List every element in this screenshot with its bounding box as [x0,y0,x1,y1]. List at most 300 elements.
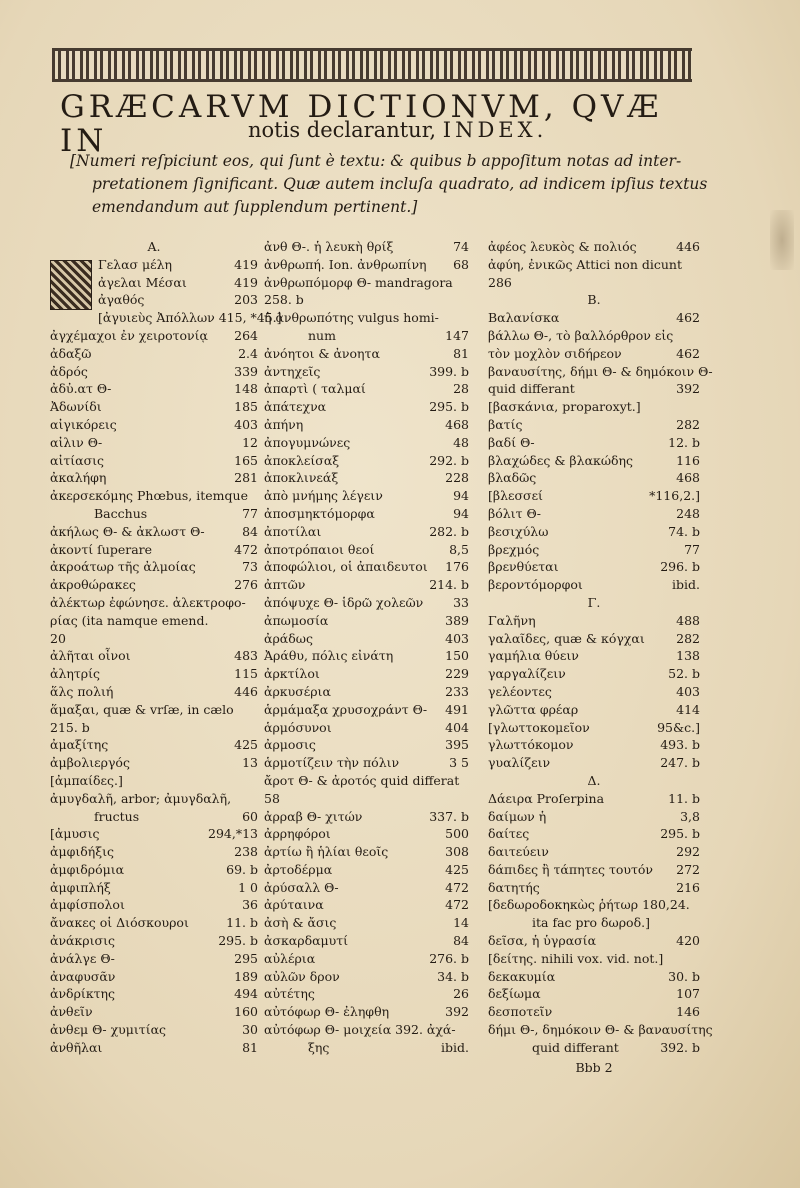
index-entry [488,274,700,292]
index-entry [50,452,258,470]
entry-term: ἀγελαι Μέσαι [98,274,187,290]
index-entry [264,576,469,594]
entry-page-ref: 292. b [429,452,469,468]
entry-page-ref: 30. b [668,968,700,984]
entry-term: ἀναφυσᾶν [50,968,116,984]
entry-term: 215. b [50,719,90,735]
index-entry [264,985,469,1003]
index-entry [50,665,258,683]
entry-term: γλῶττα φρέαρ [488,701,579,717]
index-entry [50,380,258,398]
entry-term: δάπιδες ἢ τάπητες τουτόν [488,861,654,877]
entry-term: ἀντηχεῖς [264,363,321,379]
entry-page-ref [713,1021,717,1039]
entry-page-ref: 483 [234,648,258,664]
index-entry [50,968,258,986]
entry-page-ref [713,363,717,381]
entry-term: ἀφύη, ἐνικῶς Attici non dicunt [488,256,682,272]
index-entry [488,1003,700,1021]
index-entry [264,808,469,826]
entry-page-ref: 214. b [429,577,469,593]
index-entry [264,879,469,897]
entry-page-ref: 414 [676,701,700,717]
entry-page-ref: 69. b [226,861,258,877]
entry-term: ἀπογυμνώνες [264,434,351,450]
entry-page-ref: 403 [234,416,258,432]
index-entry [488,256,700,274]
entry-page-ref: 94 [453,505,469,521]
index-entry [264,345,469,363]
index-entry [264,719,469,737]
entry-term: ἀνόητοι & ἀνοητα [264,345,380,361]
entry-page-ref: 468 [676,470,700,486]
entry-page-ref: 34. b [437,968,469,984]
entry-page-ref: 12. b [668,434,700,450]
entry-list [264,238,469,1057]
entry-page-ref: 73 [242,559,258,575]
entry-page-ref: 247. b [660,755,700,771]
index-entry [264,309,469,327]
index-entry [264,416,469,434]
index-entry [50,950,258,968]
entry-page-ref: 13 [242,755,258,771]
entry-term: βλαδῶς [488,470,537,486]
index-entry [488,309,700,327]
entry-term: αὐλέρια [264,950,316,966]
entry-page-ref [696,327,700,345]
entry-page-ref [696,274,700,292]
entry-term: ἀμυγδαλῆ, arbor; ἀμυγδαλῆ, [50,790,232,806]
index-entry [50,327,258,345]
index-entry [50,985,258,1003]
entry-term: 286 [488,274,512,290]
entry-page-ref: 472 [445,879,469,895]
index-entry [264,825,469,843]
index-entry [488,736,700,754]
entry-term: δαίμων ἡ [488,808,547,824]
entry-term: 258. b [264,292,304,308]
entry-page-ref: 77 [242,505,258,521]
entry-page-ref [254,487,258,505]
index-entry [488,896,700,914]
entry-page-ref: 11. b [668,790,700,806]
entry-page-ref [254,594,258,612]
index-entry [488,790,700,808]
entry-term: ἄροτ Θ- & ἀροτός quid differat [264,772,460,788]
entry-term: ἀκερσεκόμης Phœbus, itemque [50,488,248,504]
entry-term: ρίας (ita namque emend. [50,612,209,628]
index-entry [488,345,700,363]
entry-page-ref: 295. b [429,399,469,415]
entry-term: ἀμφιπλήξ [50,879,111,895]
index-entry [50,701,258,719]
entry-term: βρεχμός [488,541,540,557]
entry-page-ref: 11. b [226,915,258,931]
index-entry [50,345,258,363]
entry-page-ref: 81 [242,1039,258,1055]
section-heading-b: B. [587,292,601,308]
entry-term: [γλωττοκομεῖον [488,719,590,735]
entry-page-ref: 81 [453,345,469,361]
entry-term: ἀρρηφόροι [264,826,331,842]
entry-term: ἀρτίω ἢ ἡλίαι θεοῖς [264,844,389,860]
index-entry [50,594,258,612]
entry-page-ref: 146 [676,1004,700,1020]
index-entry [264,896,469,914]
entry-page-ref: 404 [445,719,469,735]
entry-page-ref: 60 [242,808,258,824]
index-entry [50,434,258,452]
entry-page-ref: 12 [242,434,258,450]
entry-term: 20 [50,630,66,646]
entry-term: 58 [264,790,280,806]
entry-page-ref [696,398,700,416]
entry-page-ref: 425 [234,737,258,753]
entry-page-ref: 52. b [668,666,700,682]
entry-term: ἀποκλείσαξ [264,452,340,468]
entry-page-ref: 238 [234,844,258,860]
index-entry [488,380,700,398]
index-entry [488,487,700,505]
index-entry [264,630,469,648]
entry-term: βαδί Θ- [488,434,535,450]
entry-term: quid differant [532,1039,619,1055]
entry-term: ἀνθεῖν [50,1004,93,1020]
entry-term: τὸν μοχλὸν σιδήρεον [488,345,622,361]
index-entry [264,612,469,630]
entry-page-ref: 282 [676,416,700,432]
index-entry [264,754,469,772]
intro-line: emendandum aut ſupplendum pertinent.] [92,198,418,216]
entry-page-ref: 115 [234,666,258,682]
index-entry [488,523,700,541]
index-entry [488,861,700,879]
entry-term: ἀκροάτωρ τῆς ἀλμοίας [50,559,196,575]
entry-term: ἀκοντί ſuperare [50,541,153,557]
entry-page-ref: 216 [676,879,700,895]
index-entry [264,843,469,861]
entry-list [488,612,700,772]
entry-term: Βαλανίσκα [488,310,560,326]
section-heading-d: Δ. [587,772,601,788]
index-entry [488,825,700,843]
entry-page-ref: 399. b [429,363,469,379]
entry-term: ἀνάλγε Θ- [50,950,115,966]
entry-term: δεξίωμα [488,986,541,1002]
index-entry [488,879,700,897]
decorated-initial [50,260,92,310]
entry-page-ref: 147 [445,327,469,343]
entry-page-ref: 228 [445,470,469,486]
entry-page-ref: 1 0 [238,879,258,895]
index-entry [264,594,469,612]
entry-term: δεκακυμία [488,968,556,984]
index-entry [488,612,700,630]
entry-page-ref: 94 [453,488,469,504]
index-entry [488,505,700,523]
index-entry [50,363,258,381]
index-entry [50,825,258,843]
entry-page-ref [465,274,469,292]
entry-page-ref: 425 [445,861,469,877]
index-entry [264,1039,469,1057]
index-entry [264,968,469,986]
entry-page-ref: 3,8 [680,808,700,824]
entry-list [488,238,700,291]
entry-page-ref: 295 [234,950,258,966]
entry-page-ref: 420 [676,933,700,949]
index-entry [264,380,469,398]
entry-term: γαλαῖδες, quæ & κόγχαι [488,630,645,646]
entry-term: δεῖσα, ἡ ὑγρασία [488,933,597,949]
index-entry [488,416,700,434]
entry-page-ref: 419 [234,274,258,290]
index-entry [488,719,700,737]
entry-term: ἀποκλινεάξ [264,470,339,486]
entry-term: ἀμφιδήξις [50,844,115,860]
entry-term: αὐτόφωρ Θ- μοιχεία 392. ἀχά- [264,1022,456,1038]
index-entry [264,1021,469,1039]
entry-page-ref: 500 [445,826,469,842]
page-title: GRÆCARVM DICTIONVM, QVÆ IN [60,89,663,159]
entry-page-ref: 276 [234,577,258,593]
entry-term: ἀγαθός [98,292,145,308]
entry-term: ἀκροθώρακες [50,577,136,593]
entry-page-ref: 233 [445,683,469,699]
index-entry [264,861,469,879]
entry-page-ref: 248 [676,505,700,521]
index-entry [488,843,700,861]
intro-note [70,150,710,219]
entry-term: ἀνθῆλαι [50,1039,103,1055]
entry-page-ref: 491 [445,701,469,717]
entry-term: quid differant [488,381,575,397]
index-entry [264,914,469,932]
entry-page-ref: 77 [684,541,700,557]
entry-list [488,309,713,594]
index-entry [264,1003,469,1021]
entry-page-ref: 494 [234,986,258,1002]
index-entry [264,238,469,256]
index-entry [488,968,700,986]
index-entry [50,523,258,541]
entry-page-ref: 107 [676,986,700,1002]
index-entry [50,790,258,808]
entry-page-ref: 95&c.] [657,719,700,735]
entry-page-ref [254,701,258,719]
entry-term: ἀπωμοσία [264,612,329,628]
entry-term: ἀκήλως Θ- & ἀκλωστ Θ- [50,523,205,539]
section-heading-g: Γ. [587,594,601,610]
index-entry [264,790,469,808]
entry-term: αἰγικόρεις [50,416,117,432]
index-entry [488,327,700,345]
entry-page-ref: 26 [453,986,469,1002]
index-entry [264,523,469,541]
entry-term: ξης [308,1039,330,1055]
index-entry [50,1003,258,1021]
index-column-3 [488,238,713,1076]
index-entry [264,541,469,559]
entry-term: [βλεσσεί [488,488,543,504]
entry-term: [ἀγυιεὺς Ἀπόλλων 415, *45.] [98,310,282,326]
index-entry [50,1039,258,1057]
index-entry [98,274,258,292]
entry-page-ref: 403 [676,683,700,699]
entry-page-ref: 295. b [660,826,700,842]
index-entry [488,1021,713,1039]
entry-term: δεσποτεῖν [488,1004,553,1020]
entry-page-ref: 272 [676,861,700,877]
entry-term: ἀρύταινα [264,897,324,913]
entry-term: ἀρκυσέρια [264,683,331,699]
entry-term: αὐτέτης [264,986,315,1002]
entry-page-ref: 84 [242,523,258,539]
entry-page-ref: 468 [445,416,469,432]
entry-page-ref [696,950,700,968]
entry-page-ref: 392. b [660,1039,700,1055]
entry-term: [δεδωροδοκηκὼς ῥήτωρ 180,24. [488,897,690,913]
entry-term: ἀποτίλαι [264,523,322,539]
index-entry [50,683,258,701]
entry-page-ref: 403 [445,630,469,646]
decorative-header-band [52,48,692,82]
index-entry [50,630,258,648]
entry-term: βόλιτ Θ- [488,505,541,521]
entry-term: ἀνθρωπόμορφ Θ- mandragora [264,274,453,290]
index-entry [50,879,258,897]
entry-term: ἀποσμηκτόμορφα [264,505,375,521]
entry-term: ἀσκαρδαμυτί [264,933,349,949]
index-column-2 [264,238,469,1057]
index-entry [98,291,258,309]
index-entry [264,932,469,950]
entry-page-ref: 116 [676,452,700,468]
entry-term: δαιτεύειν [488,844,549,860]
entry-term: ἀλῆται οἶνοι [50,648,131,664]
entry-page-ref: 33 [453,594,469,610]
entry-term: ita fac pro δωροδ.] [532,915,650,931]
index-entry [488,434,700,452]
entry-term: [ἀμπαίδες.] [50,772,123,788]
entry-page-ref [254,630,258,648]
subtitle-lead: notis declarantur, [248,118,437,142]
index-entry [264,291,469,309]
index-entry [488,665,700,683]
entry-page-ref: 229 [445,666,469,682]
index-entry [50,736,258,754]
entry-page-ref: 282. b [429,523,469,539]
entry-term: ἀλητρίς [50,666,101,682]
entry-term: ἀφέος λευκὸς & πολιός [488,239,637,254]
entry-term: ἀσὴ & ἄσις [264,915,337,931]
entry-term: δήμι Θ-, δημόκοιν Θ- & βαναυσίτης [488,1022,713,1038]
index-entry [488,683,700,701]
entry-term: ἀδαξῶ [50,345,92,361]
entry-term: βρενθύεται [488,559,559,575]
entry-term: [ἀμυσις [50,826,100,842]
entry-page-ref [696,914,700,932]
entry-page-ref [465,291,469,309]
section-heading-a: A. [147,239,161,254]
entry-term: ἁρμόσυνοι [264,719,332,735]
entry-term: ἀρμοσις [264,737,316,753]
entry-term: ἀδρός [50,363,88,379]
index-entry [50,416,258,434]
index-entry [488,701,700,719]
index-entry [264,701,469,719]
index-entry [488,469,700,487]
index-entry [488,1039,700,1057]
entry-term: ἅμαξαι, quæ & vrſæ, in cælo [50,701,234,717]
index-entry [264,683,469,701]
entry-term: ἀνθρωπή. Ion. ἀνθρωπίνη [264,256,427,272]
entry-page-ref: 462 [676,345,700,361]
entry-page-ref: 339 [234,363,258,379]
entry-term: ἀμβολιεργός [50,755,130,771]
entry-page-ref: 392 [676,381,700,397]
index-entry [488,238,700,256]
entry-page-ref: *116,2.] [649,488,700,504]
entry-page-ref: 295. b [218,933,258,949]
index-entry [264,434,469,452]
entry-term: αὐλῶν δρον [264,968,340,984]
entry-page-ref: 36 [242,897,258,913]
index-entry [488,630,700,648]
index-entry [50,808,258,826]
index-entry [50,558,258,576]
index-entry [488,754,700,772]
index-entry [264,772,469,790]
index-entry [98,256,258,274]
entry-page-ref [465,772,469,790]
index-entry [50,914,258,932]
index-entry [264,327,469,345]
entry-page-ref: 185 [234,399,258,415]
index-entry [488,808,700,826]
entry-page-ref: 493. b [660,737,700,753]
entry-page-ref: 148 [234,381,258,397]
entry-term: βατίς [488,416,523,432]
page-subtitle [248,118,547,142]
index-entry [264,452,469,470]
index-entry [488,985,700,1003]
entry-term: αἰλιν Θ- [50,434,103,450]
entry-page-ref: 472 [234,541,258,557]
entry-term: ἀρτοδέρμα [264,861,333,877]
index-entry [50,754,258,772]
entry-page-ref: 84 [453,933,469,949]
entry-term: ἀμφίσπολοι [50,897,125,913]
entry-page-ref: 294,*13 [208,826,258,842]
entry-page-ref: 281 [234,470,258,486]
entry-page-ref: 472 [445,897,469,913]
index-entry [488,576,700,594]
index-entry [98,309,282,327]
entry-page-ref: 308 [445,844,469,860]
entry-page-ref [254,719,258,737]
entry-term: ἀράδως [264,630,313,646]
index-entry [488,541,700,559]
entry-page-ref: 296. b [660,559,700,575]
index-entry [264,469,469,487]
entry-term: Bacchus [94,505,148,521]
entry-page-ref: 282 [676,630,700,646]
entry-term: ἀγχέμαχοι ἐν χειροτονίᾳ [50,327,208,343]
entry-term: Ἀδωνίδι [50,399,102,415]
entry-term: ἀνάκρισις [50,933,115,949]
entry-page-ref [465,1021,469,1039]
